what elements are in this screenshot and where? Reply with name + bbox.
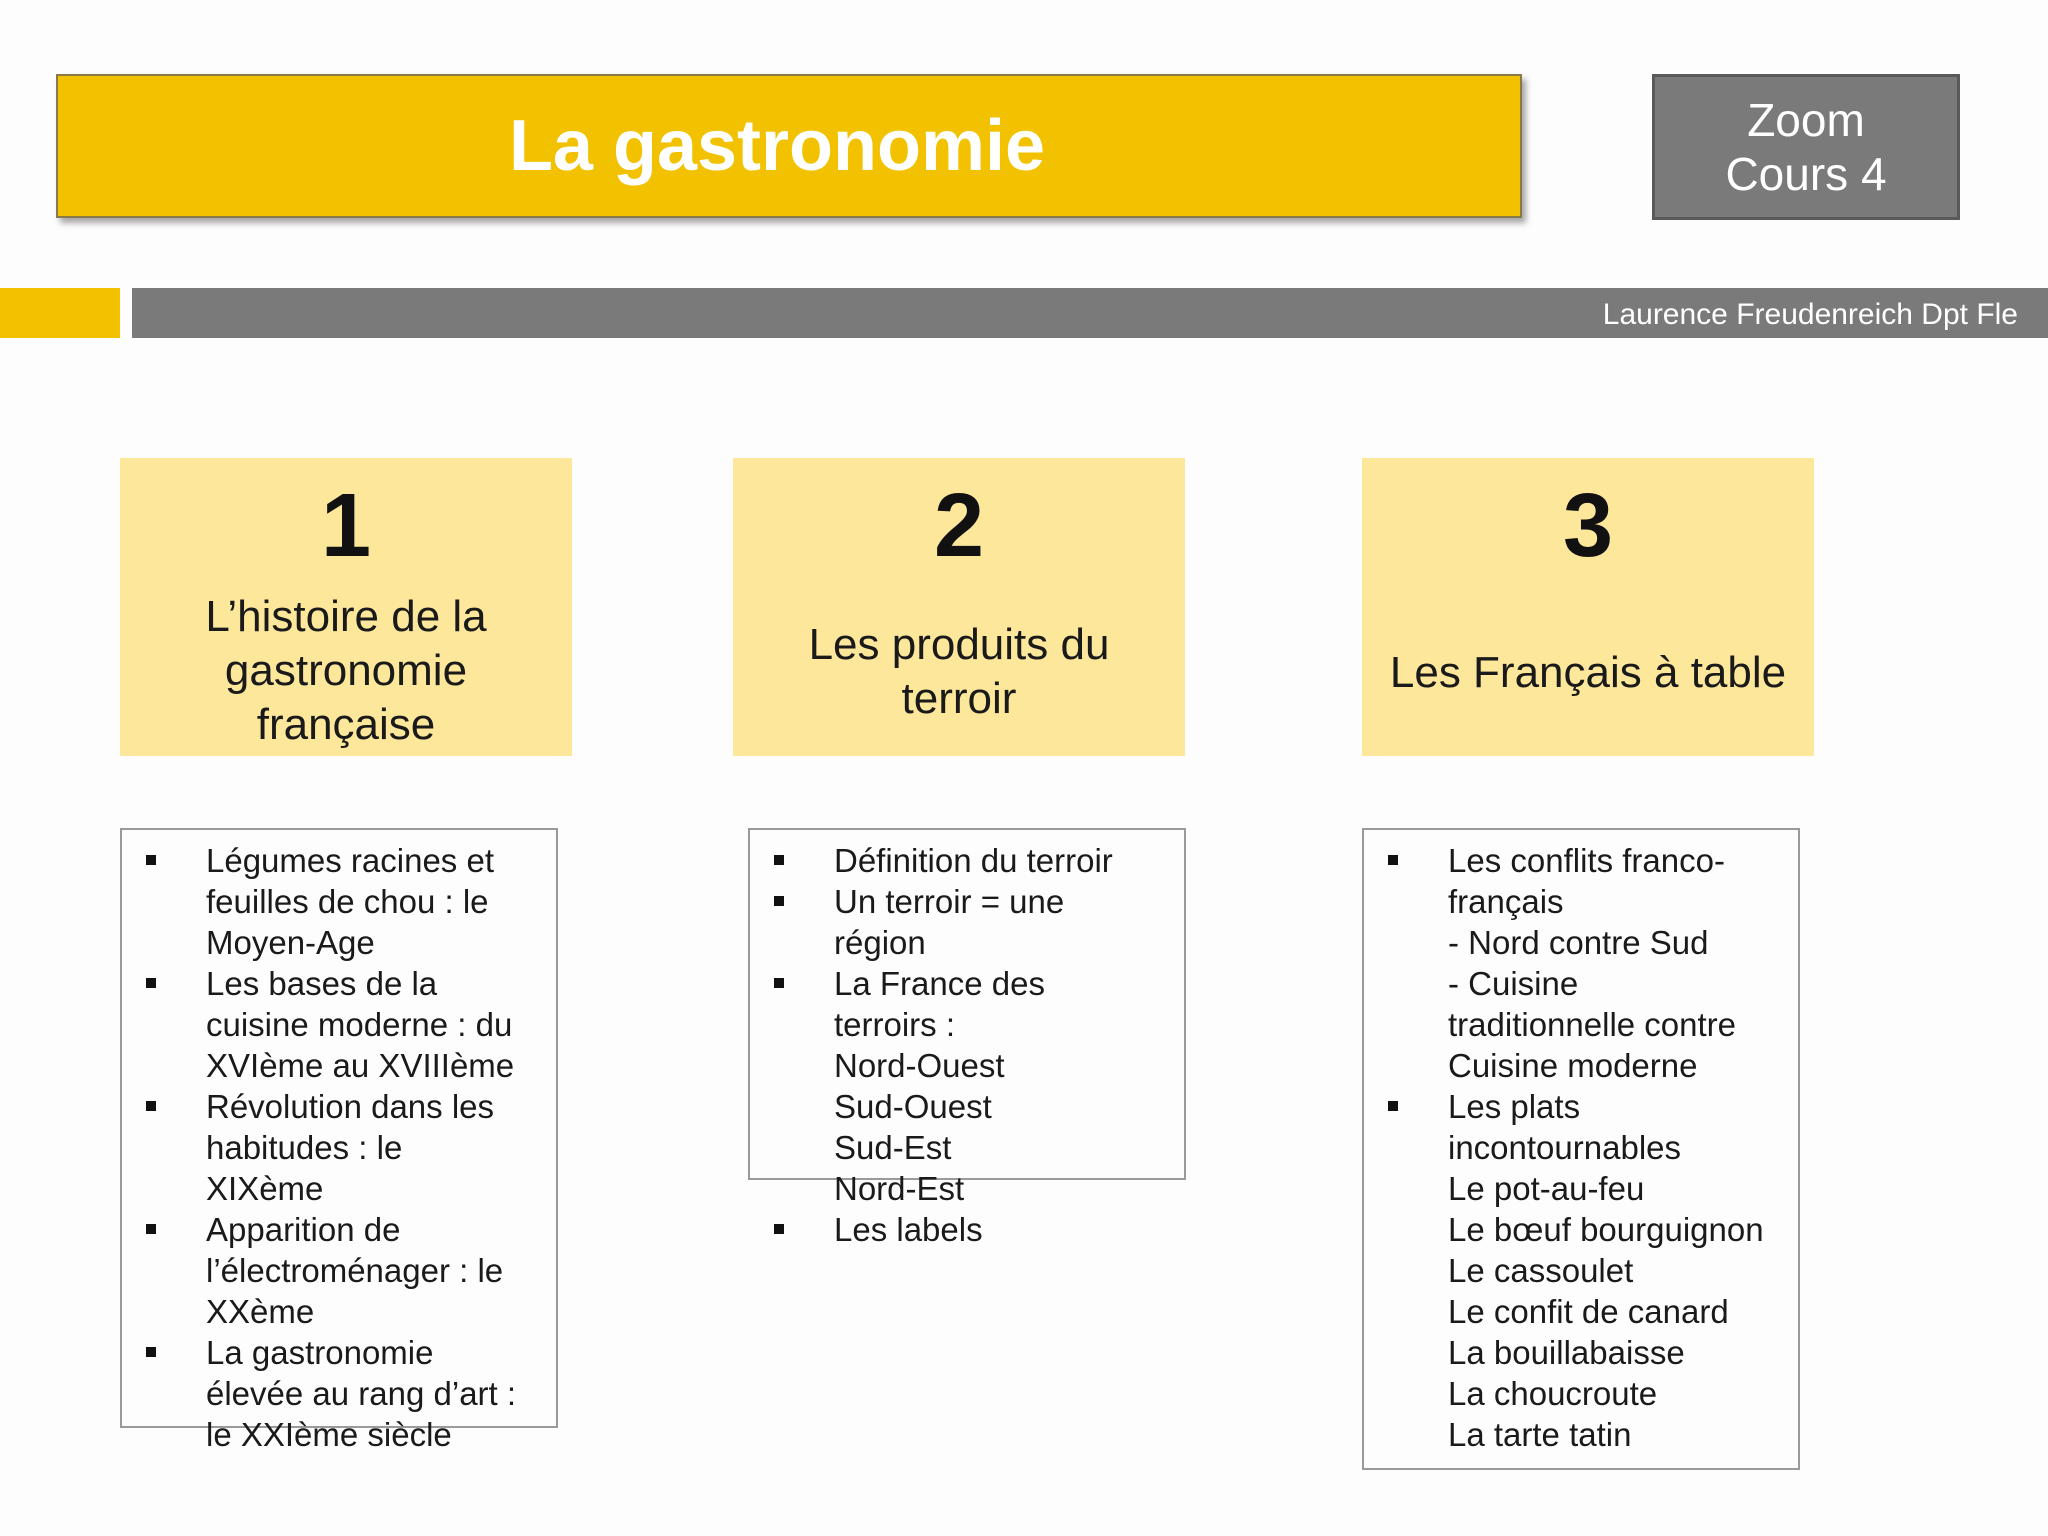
accent-bar [0,288,120,338]
course-label: Cours 4 [1725,148,1887,200]
section-card-1 [120,458,572,756]
zoom-badge [1652,74,1960,220]
section-title-line: L’histoire de la [205,592,487,641]
section-number: 2 [933,476,985,576]
section-title [743,618,1175,726]
list-item: Apparition de l’électroménager : le XXème [142,1209,562,1332]
section-number: 1 [320,476,372,576]
list-item: Les conflits franco- français - Nord contre Sud - Cuisine traditionnelle contre Cuisine moderne [1384,840,1804,1086]
list-item: Définition du terroir [770,840,1190,881]
list-item: Révolution dans les habitudes : le XIXème [142,1086,562,1209]
section-title [130,590,562,752]
section-number: 3 [1562,476,1614,576]
list-item: Les bases de la cuisine moderne : du XVIème au XVIIIème [142,963,562,1086]
list-item: Les labels [770,1209,1190,1250]
section-card-2 [733,458,1185,756]
page-title: La gastronomie [508,106,1046,186]
list-item: Un terroir = une région [770,881,1190,963]
list-item: Légumes racines et feuilles de chou : le Moyen-Age [142,840,562,963]
list-item: La gastronomie élevée au rang d’art : le XXIème siècle [142,1332,562,1455]
zoom-label: Zoom [1747,94,1865,146]
section-card-3 [1362,458,1814,756]
section-title-line: gastronomie [224,646,468,695]
topic-list-2 [770,840,1190,1250]
topic-list-1 [142,840,562,1455]
section-title-line: Les produits du [808,620,1110,669]
list-item: Les plats incontournables Le pot-au-feu Le bœuf bourguignon Le cassoulet Le confit de canard La bouillabaisse La choucroute La tarte tatin [1384,1086,1804,1455]
topic-list-3 [1384,840,1804,1455]
title-banner [56,74,1522,218]
section-title-line: terroir [901,674,1017,723]
section-title [1372,646,1804,700]
list-item: La France des terroirs : Nord-Ouest Sud-Ouest Sud-Est Nord-Est [770,963,1190,1209]
section-title-line: française [256,700,436,749]
section-title-line: Les Français à table [1389,648,1787,697]
author-label: Laurence Freudenreich Dpt Fle [1602,298,2018,331]
